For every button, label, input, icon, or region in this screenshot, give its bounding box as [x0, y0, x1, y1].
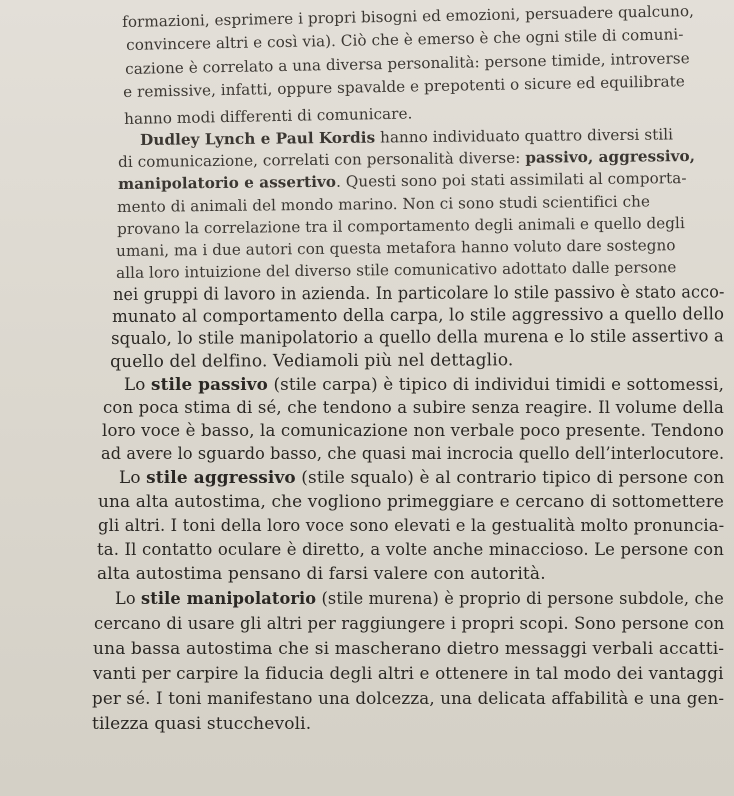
text-line: Lo stile manipolatorio (stile murena) è proprio di persone subdole, che	[115, 589, 724, 609]
text-line: ta. Il contatto oculare è diretto, a volte anche minaccioso. Le persone con	[97, 540, 724, 560]
text-line: e remissive, infatti, oppure spavalde e prepotenti o sicure ed equilibrate	[123, 72, 686, 101]
text-line: nei gruppi di lavoro in azienda. In particolare lo stile passivo è stato acco-	[113, 282, 725, 305]
text-line: gli altri. I toni della loro voce sono elevati e la gestualità molto pronuncia-	[98, 516, 725, 536]
text-line: loro voce è basso, la comunicazione non verbale poco presente. Tendono	[102, 421, 724, 441]
text-line: mento di animali del mondo marino. Non ci sono studi scientifici che	[117, 192, 651, 216]
text-line: manipolatorio e assertivo. Questi sono poi stati assimilati al comporta-	[118, 169, 687, 193]
text-line: munato al comportamento della carpa, lo stile aggressivo a quello dello	[112, 304, 725, 327]
text-line: squalo, lo stile manipolatorio a quello della murena e lo stile assertivo a	[111, 326, 724, 349]
text-line: ad avere lo sguardo basso, che quasi mai incrocia quello dell’interlocutore.	[101, 444, 725, 464]
text-line: Lo stile aggressivo (stile squalo) è al contrario tipico di persone con	[119, 468, 725, 488]
text-line: hanno modi differenti di comunicare.	[124, 104, 413, 128]
text-line: una bassa autostima che si mascherano dietro messaggi verbali accatti-	[93, 639, 725, 659]
text-line: una alta autostima, che vogliono primeggiare e cercano di sottomettere	[98, 492, 725, 512]
text-line: alla loro intuizione del diverso stile comunicativo adottato dalle persone	[116, 258, 677, 282]
text-line: Dudley Lynch e Paul Kordis hanno individuato quattro diversi stili	[140, 125, 674, 149]
text-line: convincere altri e così via). Ciò che è emerso è che ogni stile di comuni-	[126, 25, 684, 54]
text-line: per sé. I toni manifestano una dolcezza, una delicata affabilità e una gen-	[92, 689, 725, 709]
text-line: vanti per carpire la fiducia degli altri e ottenere in tal modo dei vantaggi	[93, 664, 724, 684]
text-line: con poca stima di sé, che tendono a subire senza reagire. Il volume della	[103, 398, 724, 418]
text-line: cercano di usare gli altri per raggiungere i propri scopi. Sono persone con	[94, 614, 725, 634]
text-line: umani, ma i due autori con questa metafora hanno voluto dare sostegno	[116, 236, 676, 260]
text-line: di comunicazione, correlati con personalità diverse: passivo, aggressivo,	[118, 146, 696, 171]
text-line: formazioni, esprimere i propri bisogni ed emozioni, persuadere qualcuno,	[122, 2, 695, 31]
text-line: quello del delfino. Vediamoli più nel dettaglio.	[110, 350, 514, 372]
text-line: Lo stile passivo (stile carpa) è tipico di individui timidi e sottomessi,	[124, 375, 725, 395]
text-line: cazione è correlato a una diversa personalità: persone timide, introverse	[125, 49, 690, 78]
text-line: tilezza quasi stucchevoli.	[92, 714, 312, 734]
text-line: provano la correlazione tra il comportamento degli animali e quello degli	[117, 214, 685, 238]
text-line: alta autostima pensano di farsi valere con autorità.	[97, 564, 546, 584]
